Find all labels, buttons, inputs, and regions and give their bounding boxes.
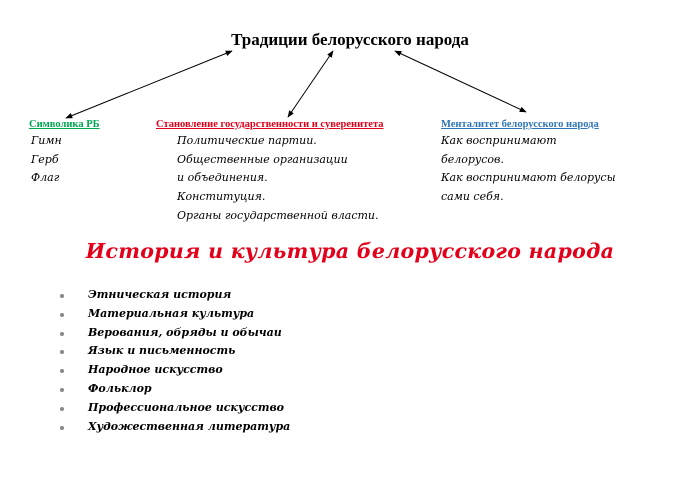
list-item: Как воспринимают белорусы	[441, 171, 616, 185]
section-subtitle: История и культура белорусского народа	[85, 239, 615, 263]
topic-item: Верования, обряды и обычаи	[58, 324, 290, 343]
list-item: Гимн	[31, 134, 62, 147]
topic-item: Фольклор	[58, 380, 290, 399]
heading-symbols: Символика РБ	[29, 119, 100, 130]
list-item: сами себя.	[441, 190, 504, 204]
bullet-icon	[60, 388, 64, 392]
list-item: Конституция.	[177, 190, 266, 204]
list-item: Органы государственной власти.	[177, 208, 379, 222]
topic-item: Язык и письменность	[58, 342, 290, 361]
arrow-to-statehood	[288, 51, 333, 117]
topic-item: Материальная культура	[58, 305, 290, 324]
list-item: Общественные организации	[177, 152, 348, 166]
bullet-icon	[60, 332, 64, 336]
bullet-icon	[60, 369, 64, 373]
heading-statehood: Становление государственности и суверенитета	[156, 119, 384, 130]
arrow-to-symbols	[66, 51, 232, 118]
column-mentality	[441, 132, 616, 207]
list-item: Политические партии.	[177, 134, 317, 147]
bullet-icon	[60, 426, 64, 430]
bullet-icon	[60, 350, 64, 354]
topic-item: Этническая история	[58, 286, 290, 305]
bullet-icon	[60, 407, 64, 411]
list-item: Герб	[31, 152, 59, 166]
page-title: Традиции белорусского народа	[231, 30, 469, 49]
topic-item: Профессиональное искусство	[58, 399, 290, 418]
heading-mentality: Менталитет белорусского народа	[441, 119, 599, 130]
bullet-icon	[60, 294, 64, 298]
bullet-icon	[60, 313, 64, 317]
list-item: и объединения.	[177, 171, 268, 185]
column-symbols	[31, 132, 62, 188]
list-item: Флаг	[31, 171, 60, 185]
topic-item: Художественная литература	[58, 418, 290, 437]
column-statehood	[177, 132, 379, 226]
list-item: белорусов.	[441, 152, 504, 166]
arrow-to-mentality	[395, 51, 526, 112]
topic-item: Народное искусство	[58, 361, 290, 380]
topics-list	[58, 286, 290, 436]
list-item: Как воспринимают	[441, 134, 557, 147]
